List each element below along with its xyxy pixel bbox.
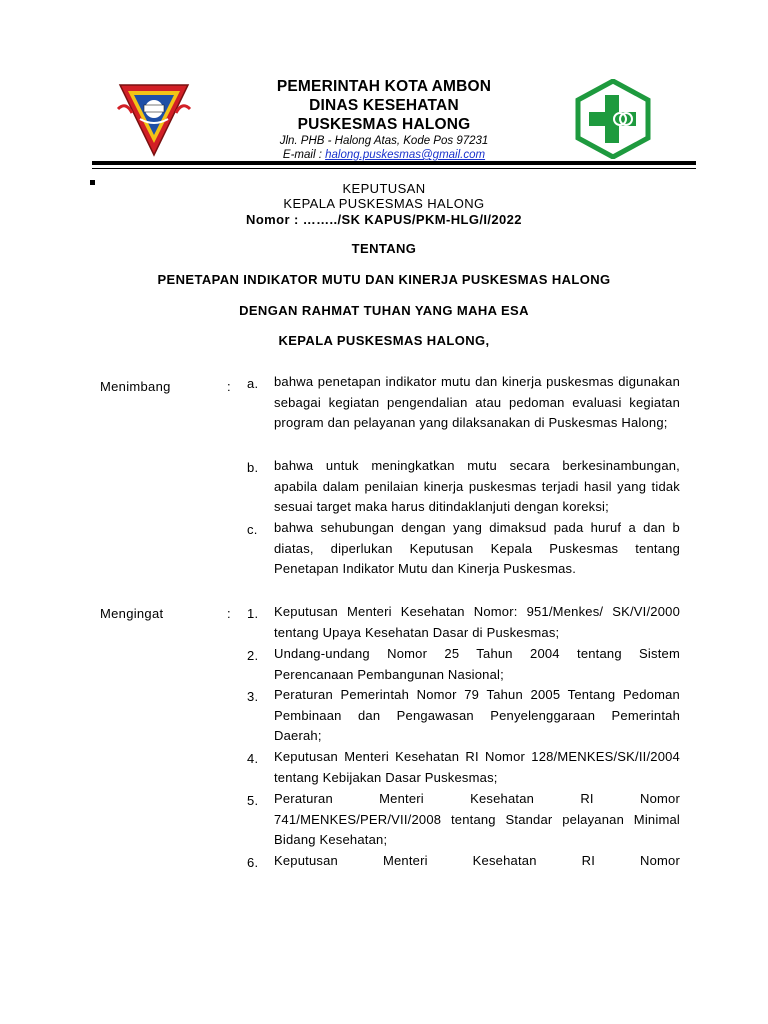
list-item: Keputusan Menteri Kesehatan RI Nomor — [274, 853, 680, 868]
letterhead-divider-thick — [92, 161, 696, 165]
list-marker: 5. — [247, 793, 259, 808]
doc-type: KEPUTUSAN — [342, 181, 426, 196]
list-item: bahwa sehubungan dengan yang dimaksud pada huruf a dan b diatas, diperlukan Keputusan Kepala Puskesmas tentang Penetapan Indikator Mutu dan Kinerja Puskesmas. — [274, 520, 680, 577]
list-item: bahwa penetapan indikator mutu dan kinerja puskesmas digunakan sebagai kegiatan pengendalian atau pedoman evaluasi kegiatan program dan pelayanan yang dilaksanakan di Puskesmas Halong; — [274, 374, 680, 431]
letterhead-line-2: DINAS KESEHATAN — [309, 97, 459, 114]
list-marker: 4. — [247, 751, 259, 766]
mengingat-colon: : — [227, 606, 231, 621]
list-marker: b. — [247, 460, 259, 475]
list-marker: 6. — [247, 855, 259, 870]
doc-rahmat: DENGAN RAHMAT TUHAN YANG MAHA ESA — [239, 303, 529, 318]
doc-kepala-comma: KEPALA PUSKESMAS HALONG, — [278, 333, 490, 348]
letterhead-line-3: PUSKESMAS HALONG — [297, 116, 471, 133]
list-item: Undang-undang Nomor 25 Tahun 2004 tentang Sistem Perencanaan Pembangunan Nasional; — [274, 646, 680, 682]
ambon-city-crest-icon — [116, 79, 192, 159]
doc-issuer: KEPALA PUSKESMAS HALONG — [283, 196, 485, 211]
mengingat-label: Mengingat — [100, 606, 164, 621]
puskesmas-cross-logo-icon — [574, 79, 652, 159]
doc-number: Nomor : ……../SK KAPUS/PKM-HLG/I/2022 — [246, 212, 522, 227]
letterhead-email-row — [200, 148, 568, 162]
list-marker: c. — [247, 522, 258, 537]
list-item: bahwa untuk meningkatkan mutu secara berkesinambungan, apabila dalam penilaian kinerja puskesmas terjadi hasil yang tidak sesuai target maka harus ditindaklanjuti dengan koreksi; — [274, 458, 680, 515]
list-item: Keputusan Menteri Kesehatan RI Nomor 128/MENKES/SK/II/2004 tentang Kebijakan Dasar Puskesmas; — [274, 749, 680, 785]
menimbang-label: Menimbang — [100, 379, 171, 394]
email-label: E-mail : — [282, 149, 322, 161]
letterhead — [200, 77, 568, 162]
letterhead-divider-thin — [92, 168, 696, 169]
list-marker: 2. — [247, 648, 259, 663]
menimbang-colon: : — [227, 379, 231, 394]
doc-tentang: TENTANG — [351, 241, 417, 256]
letterhead-address: Jln. PHB - Halong Atas, Kode Pos 97231 — [279, 135, 489, 147]
list-marker: 1. — [247, 606, 259, 621]
list-marker: a. — [247, 376, 259, 391]
doc-subject: PENETAPAN INDIKATOR MUTU DAN KINERJA PUSKESMAS HALONG — [157, 272, 611, 287]
letterhead-line-1: PEMERINTAH KOTA AMBON — [276, 78, 492, 95]
list-item: Keputusan Menteri Kesehatan Nomor: 951/Menkes/ SK/VI/2000 tentang Upaya Kesehatan Dasar di Puskesmas; — [274, 604, 680, 640]
bullet-marker — [90, 180, 95, 185]
list-marker: 3. — [247, 689, 259, 704]
list-item: Peraturan Pemerintah Nomor 79 Tahun 2005 Tentang Pedoman Pembinaan dan Pengawasan Penyelenggaraan Pemerintah Daerah; — [274, 687, 680, 744]
list-item: Peraturan Menteri Kesehatan RI Nomor 741/MENKES/PER/VII/2008 tentang Standar pelayanan Minimal Bidang Kesehatan; — [274, 791, 680, 848]
email-link[interactable]: halong.puskesmas@gmail.com — [325, 149, 486, 161]
